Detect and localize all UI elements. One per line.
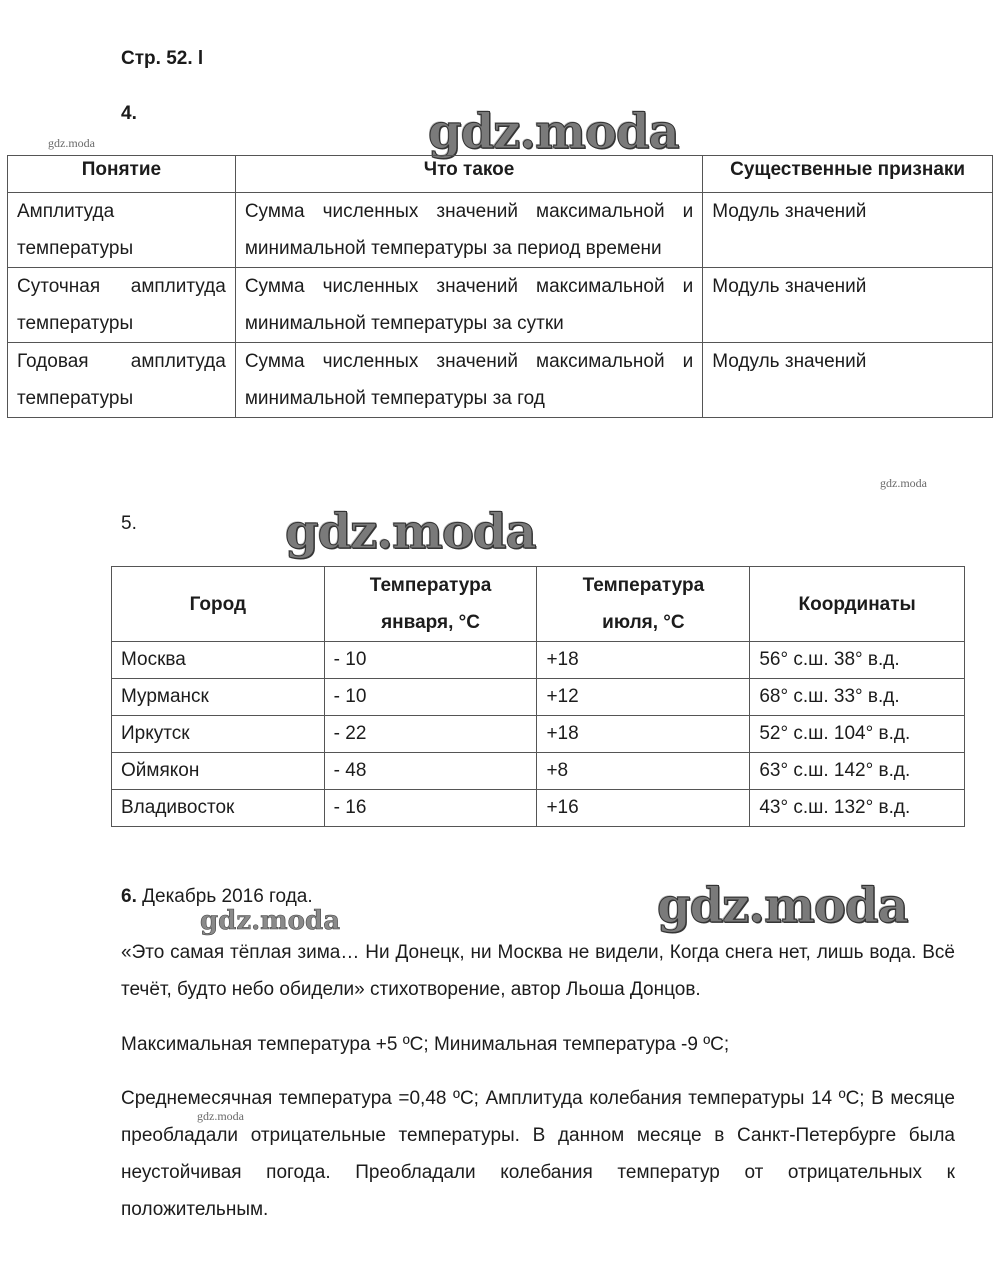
city-cell: Москва bbox=[112, 642, 325, 679]
watermark-logo: gdz.moda bbox=[285, 504, 536, 560]
definition-cell: Сумма численных значений максимальной и минимальной температуры за год bbox=[235, 343, 702, 418]
column-header: Существенные признаки bbox=[703, 156, 993, 193]
watermark-logo: gdz.moda bbox=[428, 104, 679, 160]
column-header: Что такое bbox=[235, 156, 702, 193]
july-temp-cell: +8 bbox=[537, 753, 750, 790]
column-header: Понятие bbox=[8, 156, 236, 193]
concept-cell: Амплитуда температуры bbox=[8, 193, 236, 268]
concept-cell: Годовая амплитуда температуры bbox=[8, 343, 236, 418]
concepts-table bbox=[7, 155, 993, 418]
features-cell: Модуль значений bbox=[703, 343, 993, 418]
coordinates-cell: 43° с.ш. 132° в.д. bbox=[750, 790, 965, 827]
definition-cell: Сумма численных значений максимальной и минимальной температуры за период времени bbox=[235, 193, 702, 268]
table-header-row bbox=[8, 156, 993, 193]
task6-number: 6. bbox=[121, 886, 137, 907]
features-cell: Модуль значений bbox=[703, 193, 993, 268]
features-cell: Модуль значений bbox=[703, 268, 993, 343]
concept-cell: Суточная амплитуда температуры bbox=[8, 268, 236, 343]
table-row bbox=[8, 193, 993, 268]
column-header: Координаты bbox=[750, 567, 965, 642]
watermark-small: gdz.moda bbox=[48, 136, 95, 150]
city-cell: Мурманск bbox=[112, 679, 325, 716]
month-summary: Среднемесячная температура =0,48 ºС; Амплитуда колебания температуры 14 ºС; В месяце преобладали отрицательные температуры. В данном месяце в Санкт-Петербурге была неустойчивая погода. Преобладали колебания температур от отрицательных к положительным. bbox=[121, 1088, 955, 1220]
january-temp-cell: - 10 bbox=[324, 679, 537, 716]
coordinates-cell: 63° с.ш. 142° в.д. bbox=[750, 753, 965, 790]
table-row bbox=[112, 642, 965, 679]
column-header: Температура июля, °С bbox=[537, 567, 750, 642]
column-header: Город bbox=[112, 567, 325, 642]
definition-cell: Сумма численных значений максимальной и минимальной температуры за сутки bbox=[235, 268, 702, 343]
coordinates-cell: 52° с.ш. 104° в.д. bbox=[750, 716, 965, 753]
july-temp-cell: +18 bbox=[537, 642, 750, 679]
july-temp-cell: +12 bbox=[537, 679, 750, 716]
watermark-small: gdz.moda bbox=[197, 1109, 244, 1123]
city-cell: Владивосток bbox=[112, 790, 325, 827]
watermark-small: gdz.moda bbox=[880, 476, 927, 490]
temperature-extremes: Максимальная температура +5 ºС; Минимальная температура -9 ºС; bbox=[121, 1034, 730, 1055]
july-temp-cell: +16 bbox=[537, 790, 750, 827]
coordinates-cell: 56° с.ш. 38° в.д. bbox=[750, 642, 965, 679]
column-header: Температура января, °С bbox=[324, 567, 537, 642]
january-temp-cell: - 16 bbox=[324, 790, 537, 827]
july-temp-cell: +18 bbox=[537, 716, 750, 753]
january-temp-cell: - 22 bbox=[324, 716, 537, 753]
cities-table bbox=[111, 566, 965, 827]
task5-number: 5. bbox=[121, 513, 137, 534]
city-cell: Оймякон bbox=[112, 753, 325, 790]
table-row bbox=[112, 790, 965, 827]
january-temp-cell: - 10 bbox=[324, 642, 537, 679]
table-row bbox=[112, 753, 965, 790]
coordinates-cell: 68° с.ш. 33° в.д. bbox=[750, 679, 965, 716]
task4-number: 4. bbox=[121, 103, 137, 124]
watermark-logo: gdz.moda bbox=[657, 878, 908, 934]
page-header: Стр. 52. l bbox=[121, 48, 204, 69]
poem-quote: «Это самая тёплая зима… Ни Донецк, ни Москва не видели, Когда снега нет, лишь вода. Всё течёт, будто небо обидели» стихотворение, автор Льоша Донцов. bbox=[121, 942, 955, 1000]
january-temp-cell: - 48 bbox=[324, 753, 537, 790]
table-row bbox=[8, 268, 993, 343]
table-header-row bbox=[112, 567, 965, 642]
table-row bbox=[112, 716, 965, 753]
table-row bbox=[112, 679, 965, 716]
table-row bbox=[8, 343, 993, 418]
city-cell: Иркутск bbox=[112, 716, 325, 753]
task6-title: Декабрь 2016 года. bbox=[142, 886, 313, 907]
watermark-logo: gdz.moda bbox=[200, 906, 341, 936]
